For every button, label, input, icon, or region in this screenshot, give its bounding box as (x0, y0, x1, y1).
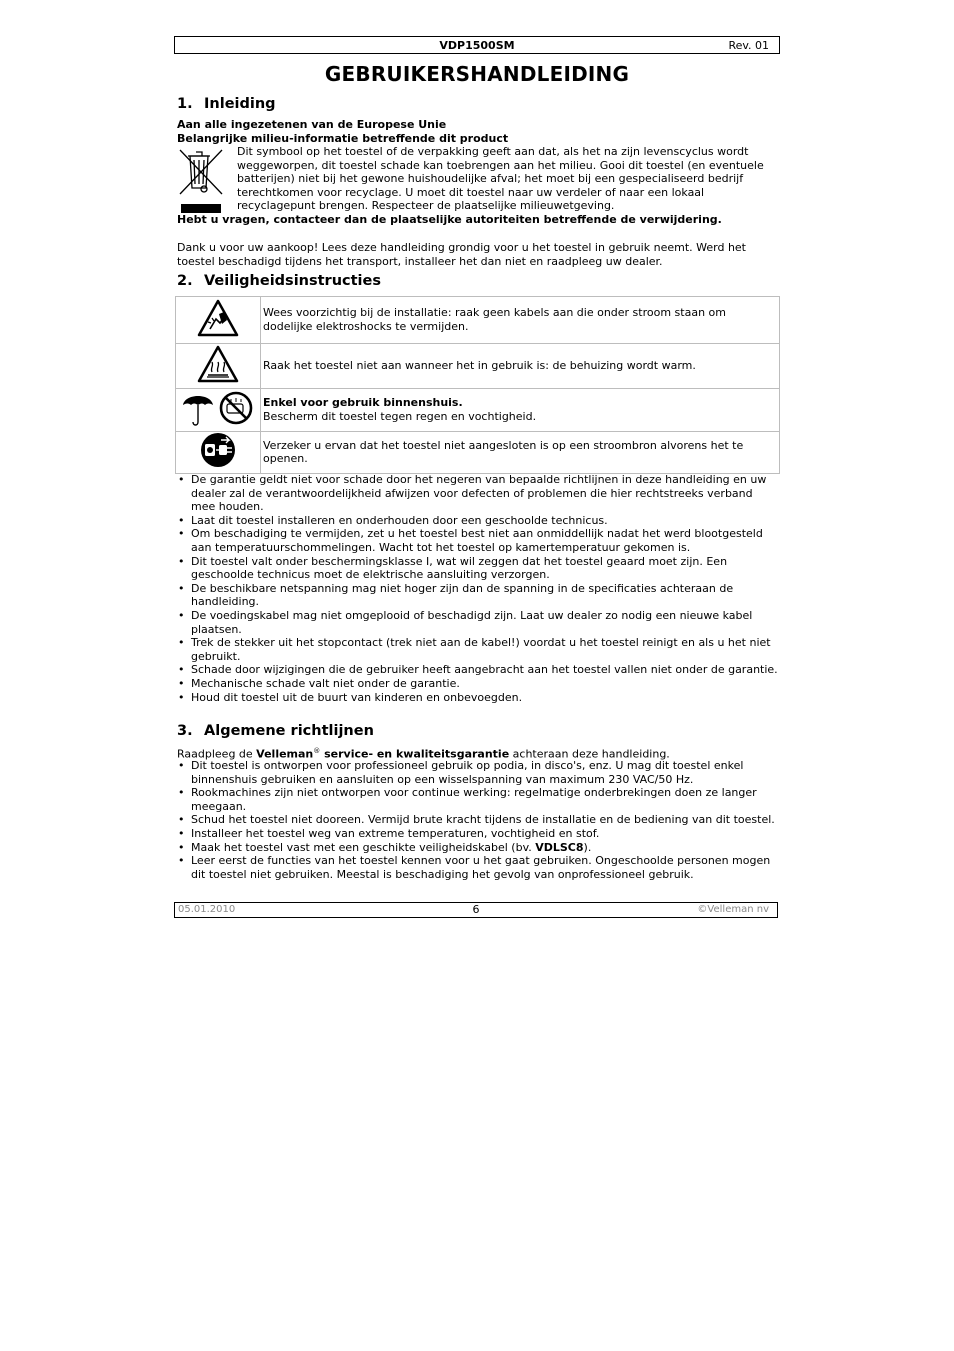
list-item: • Schade door wijzigingen die de gebruiker heeft aangebracht aan het toestel vallen niet onder de garantie. (177, 663, 779, 677)
list-item: • Om beschadiging te vermijden, zet u het toestel best niet aan onmiddellijk nadat het werd blootgesteld aan temperatuurschommelingen. Wacht tot het toestel op kamertemperatuur gekomen is. (177, 527, 779, 554)
document-title: GEBRUIKERSHANDLEIDING (324, 62, 630, 86)
safety-row (176, 388, 780, 431)
safety-text-indoor (261, 388, 780, 431)
cable-code: VDLSC8 (535, 840, 584, 854)
page-number: 6 (472, 903, 480, 916)
section-heading-veiligheid: 2. Veiligheidsinstructies (177, 273, 381, 289)
list-item: • Schud het toestel niet dooreen. Vermijd brute kracht tijdens de installatie en de bediening van dit toestel. (177, 813, 779, 827)
list-item: • De voedingskabel mag niet omgeplooid of beschadigd zijn. Laat uw dealer zo nodig een nieuwe kabel plaatsen. (177, 609, 779, 636)
list-item: • Maak het toestel vast met een geschikte veiligheidskabel (bv. VDLSC8). (177, 841, 779, 855)
safety-row (176, 297, 780, 344)
safety-row (176, 344, 780, 389)
revision-label: Rev. 01 (728, 39, 769, 52)
hot-surface-warning-icon (196, 344, 240, 384)
general-bullet-list (177, 759, 779, 881)
safety-table (175, 296, 780, 474)
thanks-paragraph: Dank u voor uw aankoop! Lees deze handleiding grondig voor u het toestel in gebruik neemt. Werd het toestel beschadigd tijdens het transport, installeer het dan niet en raadpleeg uw dealer. (177, 241, 746, 268)
crossed-bin-icon (178, 146, 224, 214)
list-item: • Installeer het toestel weg van extreme temperaturen, vochtigheid en stof. (177, 827, 779, 841)
list-item: • De beschikbare netspanning mag niet hoger zijn dan de spanning in de specificaties achteraan de handleiding. (177, 582, 779, 609)
list-item: • Rookmachines zijn niet ontworpen voor continue werking: regelmatige onderbrekingen doen ze langer meegaan. (177, 786, 779, 813)
electric-shock-warning-icon (196, 298, 240, 338)
section-heading-richtlijnen: 3. Algemene richtlijnen (177, 723, 374, 739)
intro-eu-line: Aan alle ingezetenen van de Europese Unie (177, 118, 447, 131)
weee-paragraph: Dit symbool op het toestel of de verpakking geeft aan dat, als het na zijn levenscyclus wordt weggeworpen, dit toestel schade kan toebrengen aan het milieu. Gooi dit toestel (en eventuele batterijen) niet bij het gewone huishoudelijke afval; het moet bij een gespecialiseerd bedrijf terechtkomen voor recyclage. U moet dit toestel naar uw verdeler of naar een lokaal recyclagepunt brengen. Respecteer de plaatselijke milieuwetgeving. (237, 145, 764, 213)
safety-bullet-list (177, 473, 779, 704)
list-item: • Dit toestel is ontworpen voor professioneel gebruik op podia, in disco's, enz. U mag dit toestel enkel binnenshuis gebruiken en aansluiten op een wisselspanning van maximum 230 VAC/50 Hz. (177, 759, 779, 786)
list-item: • Leer eerst de functies van het toestel kennen voor u het gaat gebruiken. Ongeschoolde personen mogen dit toestel niet gebruiken. Meestal is beschadiging het gevolg van onprofessioneel gebruik. (177, 854, 779, 881)
section-heading-inleiding: 1. Inleiding (177, 96, 276, 112)
disconnect-mains-icon (199, 432, 237, 468)
questions-line: Hebt u vragen, contacteer dan de plaatselijke autoriteiten betreffende de verwijdering. (177, 213, 722, 226)
footer-copyright: ©Velleman nv (697, 904, 769, 915)
safety-text-hot: Raak het toestel niet aan wanneer het in gebruik is: de behuizing wordt warm. (261, 344, 780, 389)
general-intro: Raadpleeg de Velleman® service- en kwaliteitsgarantie achteraan deze handleiding. (177, 747, 670, 761)
list-item: • Mechanische schade valt niet onder de garantie. (177, 677, 779, 691)
footer-date: 05.01.2010 (178, 904, 236, 915)
safety-text-shock: Wees voorzichtig bij de installatie: raak geen kabels aan die onder stroom staan om dodelijke elektroshocks te vermijden. (261, 297, 780, 344)
list-item: • Trek de stekker uit het stopcontact (trek niet aan de kabel!) voordat u het toestel reinigt en als u het niet gebruikt. (177, 636, 779, 663)
safety-row (176, 431, 780, 473)
list-item: • Houd dit toestel uit de buurt van kinderen en onbevoegden. (177, 691, 779, 705)
list-item: • Dit toestel valt onder beschermingsklasse I, wat wil zeggen dat het toestel geaard moet zijn. Een geschoolde technicus moet de elektrische aansluiting verzorgen. (177, 555, 779, 582)
list-item: • Laat dit toestel installeren en onderhouden door een geschoolde technicus. (177, 514, 779, 528)
list-item: • De garantie geldt niet voor schade door het negeren van bepaalde richtlijnen in deze handleiding en uw dealer zal de verantwoordelijkheid afwijzen voor defecten of problemen die hier rechtstreeks verband mee houden. (177, 473, 779, 514)
safety-text-disconnect: Verzeker u ervan dat het toestel niet aangesloten is op een stroombron alvorens het te openen. (261, 431, 780, 473)
page-header (174, 36, 780, 54)
indoor-rain-text: Bescherm dit toestel tegen regen en vochtigheid. (263, 409, 537, 423)
model-number: VDP1500SM (439, 39, 515, 52)
brand-name: Velleman (256, 747, 314, 761)
indoor-use-only-icon (181, 389, 255, 427)
page-footer (174, 902, 778, 918)
indoor-only-label: Enkel voor gebruik binnenshuis. (263, 396, 463, 409)
intro-env-line: Belangrijke milieu-informatie betreffende dit product (177, 132, 509, 145)
